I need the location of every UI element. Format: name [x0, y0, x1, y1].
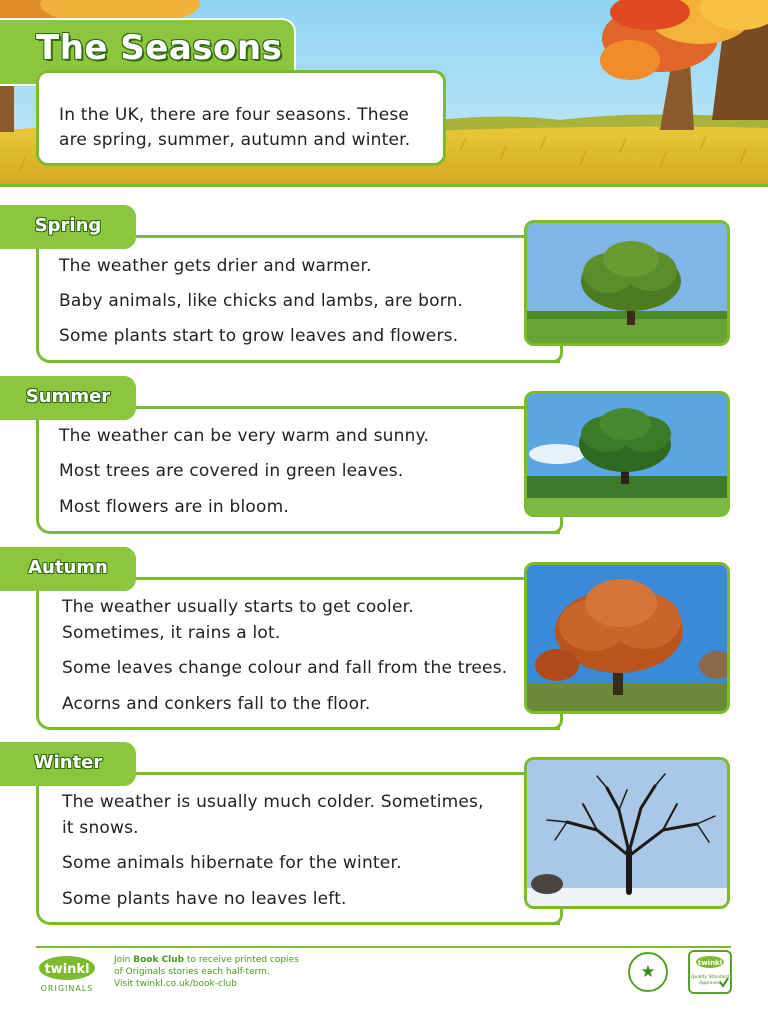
- quality-brand-text: twinkl: [697, 959, 723, 967]
- star-badge: [628, 952, 668, 992]
- season-heading: Summer: [25, 386, 111, 407]
- tree-in-leaf-icon: [527, 223, 730, 346]
- green-tree-icon: [527, 394, 730, 517]
- quality-badge-icon: [690, 952, 730, 992]
- quality-line-1: Quality Standard: [691, 975, 729, 980]
- banner-divider: [0, 184, 768, 187]
- season-fact: The weather is usually much colder. Sometimes,: [62, 792, 484, 812]
- season-fact: Acorns and conkers fall to the floor.: [62, 694, 371, 714]
- intro-line: are spring, summer, autumn and winter.: [59, 130, 411, 150]
- winter-tree-photo: [524, 757, 730, 909]
- season-fact: The weather can be very warm and sunny.: [59, 426, 430, 446]
- footer-text-part: to receive printed copies: [184, 955, 299, 965]
- season-fact: Baby animals, like chicks and lambs, are born.: [59, 291, 464, 311]
- season-tab: [0, 376, 136, 420]
- season-heading: Autumn: [28, 557, 108, 578]
- footer-text: [114, 954, 299, 990]
- season-box: [36, 577, 560, 730]
- bare-tree-icon: [527, 760, 730, 909]
- intro-line: In the UK, there are four seasons. These: [59, 105, 410, 125]
- book-club-label: Book Club: [133, 955, 185, 965]
- logo-sub-text: ORIGINALS: [40, 984, 94, 993]
- orange-tree-icon: [527, 565, 730, 714]
- quality-line-2: Approved: [699, 981, 721, 986]
- season-heading: Spring: [34, 215, 102, 236]
- season-fact: Some plants start to grow leaves and flowers.: [59, 326, 459, 346]
- season-heading: Winter: [33, 752, 103, 773]
- page-title: The Seasons: [36, 28, 283, 68]
- twinkl-originals-logo[interactable]: [36, 954, 98, 994]
- footer-text-part: Join: [114, 955, 134, 965]
- intro-text: [59, 103, 425, 153]
- season-fact: The weather usually starts to get cooler.: [62, 597, 414, 617]
- twinkl-logo-icon: [36, 954, 98, 994]
- season-fact: Sometimes, it rains a lot.: [62, 623, 281, 643]
- season-tab: [0, 205, 136, 249]
- season-fact: Most trees are covered in green leaves.: [59, 461, 404, 481]
- season-fact: The weather gets drier and warmer.: [59, 256, 372, 276]
- summer-tree-photo: [524, 391, 730, 517]
- season-fact: it snows.: [62, 818, 139, 838]
- season-box: [36, 406, 560, 534]
- footer-line-2: of Originals stories each half-term.: [114, 967, 270, 977]
- footer-line-1: [114, 954, 299, 966]
- spring-tree-photo: [524, 220, 730, 346]
- season-box: [36, 235, 560, 363]
- season-tab: [0, 742, 136, 786]
- season-fact: Some animals hibernate for the winter.: [62, 853, 402, 873]
- footer-line-3[interactable]: Visit twinkl.co.uk/book-club: [114, 979, 237, 989]
- season-box: [36, 772, 560, 925]
- star-icon: ★: [640, 962, 656, 982]
- season-fact: Most flowers are in bloom.: [59, 497, 289, 517]
- quality-standard-badge: [688, 950, 732, 994]
- season-fact: Some plants have no leaves left.: [62, 889, 347, 909]
- autumn-tree-photo: [524, 562, 730, 714]
- season-fact: Some leaves change colour and fall from the trees.: [62, 658, 508, 678]
- intro-box: [36, 70, 446, 166]
- logo-brand-text: twinkl: [44, 962, 90, 977]
- season-tab: [0, 547, 136, 591]
- footer-divider: [36, 946, 731, 948]
